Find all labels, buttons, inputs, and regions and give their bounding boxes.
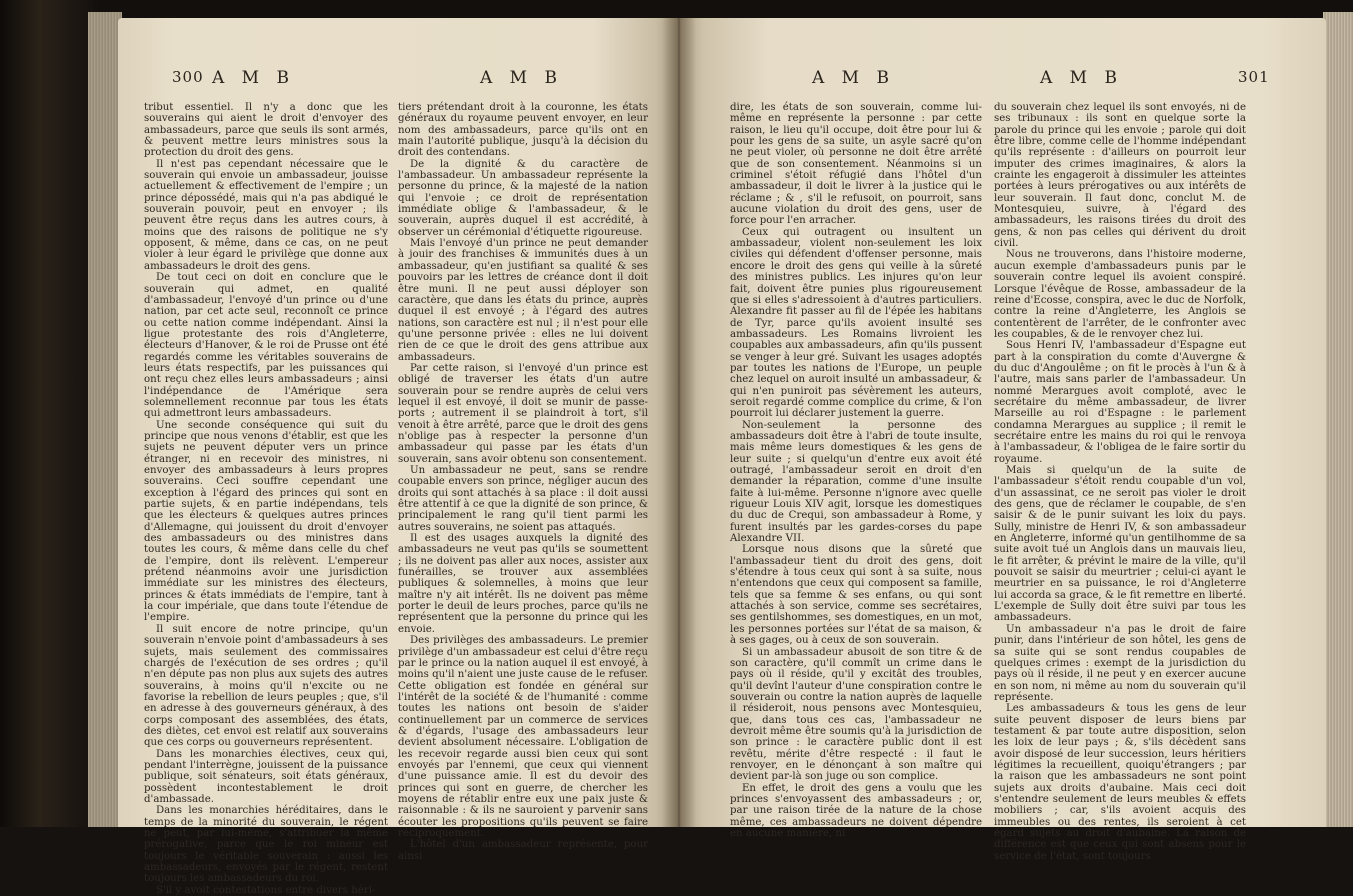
left-column-1 [144,102,388,896]
paragraph: Il suit encore de notre principe, qu'un souverain n'envoie point d'ambassadeurs à ses sujets, mais seulement des commissaires chargés de l'exécution de ses ordres ; qu'il n'en députe pas non plus aux sujets des autres souverains, à moins qu'il n'excite ou ne favorise la rebellion de leurs peuples ; que, s'il en adresse à des gouverneurs généraux, à des corps composant des assemblées, des états, des diètes, cet envoi est relatif aux souverains que ces corps ou gouverneurs représentent. [144,623,388,749]
paragraph: Par cette raison, si l'envoyé d'un prince est obligé de traverser les états d'un autre souverain pour se rendre auprès de celui vers lequel il est envoyé, il doit se munir de passe-ports ; autrement il se plaindroit à tort, s'il venoit à être arrêté, parce que le droit des gens n'oblige pas à respecter la personne d'un ambassadeur qui passe par les états d'un souverain, sans avoir obtenu son consentement. [398,362,648,465]
left-page-number: 300 [172,68,204,86]
paragraph: En effet, le droit des gens a voulu que les princes s'envoyassent des ambassadeurs ; or, par une raison tirée de la nature de la chose même, ces ambassadeurs ne doivent dépendre en aucune manière, ni [730,782,982,839]
right-column-2 [994,102,1247,862]
right-page [678,18,1326,862]
left-column-2 [398,102,648,862]
left-running-head-2: A M B [480,68,563,88]
paragraph: dire, les états de son souverain, comme lui-même en représente la personne : par cette raison, le lieu qu'il occupe, doit être pour lui & pour les gens de sa suite, un asyle sacré qu'on ne peut violer, où personne ne doit être arrêté que de son consentement. Néanmoins si un criminel s'étoit réfugié dans l'hôtel d'un ambassadeur, il doit le livrer à la justice qui le réclame ; & , s'il le refusoit, on pourroit, sans aucune violation du droit des gens, user de force pour l'en arracher. [730,102,982,227]
paragraph: Les ambassadeurs & tous les gens de leur suite peuvent disposer de leurs biens par testament & par toute autre disposition, selon les loix de leur pays ; &, s'ils décèdent sans avoir disposé de leur succession, leurs héritiers légitimes la recueillent, quoiqu'étrangers ; par la raison que les ambassadeurs ne sont point sujets aux droits d'aubaine. Mais ceci doit s'entendre seulement de leurs meubles & effets mobiliers ; car, s'ils avoient acquis des immeubles ou des rentes, ils seroient à cet égard sujets au droit d'aubaine. La raison de différence est que ceux qui sont absens pour le service de l'état, sont toujours [994,703,1246,862]
paragraph: Sous Henri IV, l'ambassadeur d'Espagne eut part à la conspiration du comte d'Auvergne & du duc d'Angoulême ; on fit le procès à l'un & à l'autre, mais sans parler de l'ambassadeur. Un nommé Merargues avoit comploté, avec le secrétaire du même ambassadeur, de livrer Marseille au roi d'Espagne : le parlement condamna Merargues au supplice ; il remit le secrétaire entre les mains du roi qui le renvoya à l'ambassadeur, & l'obligea de le faire sortir du royaume. [994,340,1246,465]
paragraph: Ceux qui outragent ou insultent un ambassadeur, violent non-seulement les loix civiles qui défendent d'offenser personne, mais encore le droit des gens qui veille à la sûreté des ministres publics. Les injures qu'on leur fait, doivent être punies plus rigoureusement que si elles s'adressoient à d'autres particuliers. Alexandre fit passer au fil de l'épée les habitans de Tyr, parce qu'ils avoient insulté ses ambassadeurs. Les Romains livroient les coupables aux ambassadeurs, afin qu'ils pussent se venger à leur gré. Suivant les usages adoptés par toutes les nations de l'Europe, un peuple chez lequel on auroit insulté un ambassadeur, & qui n'en puniroit pas sévèrement les auteurs, seroit regardé comme complice du crime, & l'on pourroit lui déclarer justement la guerre. [730,226,982,420]
paragraph: Mais si quelqu'un de la suite de l'ambassadeur s'étoit rendu coupable d'un vol, d'un assassinat, ce ne seroit pas violer le droit des gens, que de réclamer le coupable, de s'en saisir & de le punir suivant les loix du pays. Sully, ministre de Henri IV, & son ambassadeur en Angleterre, informé qu'un gentilhomme de sa suite avoit tué un Anglois dans un mauvais lieu, le fit arrêter, & prévint le maire de la ville, qu'il pouvoit se saisir du meurtrier ; celui-ci ayant le meurtrier en sa puissance, le roi d'Angleterre lui accorda sa grace, & le fit remettre en liberté. L'exemple de Sully doit être suivi par tous les ambassadeurs. [994,465,1246,624]
paragraph: Un ambassadeur n'a pas le droit de faire punir, dans l'intérieur de son hôtel, les gens de sa suite qui se sont rendus coupables de quelques crimes : exempt de la jurisdiction du pays où il réside, il ne peut y en exercer aucune en son nom, ni même au nom du souverain qu'il représente. [994,623,1246,703]
paragraph: du souverain chez lequel ils sont envoyés, ni de ses tribunaux : ils sont en quelque sorte la parole du prince qui les envoie ; parole qui doit être libre, comme celle de l'homme indépendant qu'ils représente : d'ailleurs on pourroit leur imputer des crimes imaginaires, & alors la crainte les engageroit à dissimuler les atteintes portées à leurs prérogatives ou aux intérêts de leur souverain. Il faut donc, conclut M. de Montesquieu, suivre, à l'égard des ambassadeurs, les raisons tirées du droit des gens, & non pas celles qui dérivent du droit civil. [994,102,1246,250]
paragraph: tribut essentiel. Il n'y a donc que les souverains qui aient le droit d'envoyer des ambassadeurs, parce que seuls ils sont armés, & peuvent mettre leurs ministres sous la protection du droit des gens. [144,102,388,159]
paragraph: Non-seulement la personne des ambassadeurs doit être à l'abri de toute insulte, mais même leurs domestiques & les gens de leur suite ; si quelqu'un d'entre eux avoit été outragé, l'ambassadeur seroit en droit d'en demander la réparation, comme d'une insulte faite à lui-même. Personne n'ignore avec quelle rigueur Louis XIV agit, lorsque les domestiques du duc de Crequi, son ambassadeur à Rome, y furent insultés par les gardes-corses du pape Alexandre VII. [730,419,982,545]
paragraph: De la dignité & du caractère de l'ambassadeur. Un ambassadeur représente la personne du prince, & la majesté de la nation qui l'envoie ; ce droit de représentation immédiate oblige & l'ambassadeur, & le souverain, auprès duquel il est accrédité, à observer un cérémonial d'étiquette rigoureuse. [398,158,648,238]
paragraph: Des privilèges des ambassadeurs. Le premier privilège d'un ambassadeur est celui d'être reçu par le prince ou la nation auquel il est envoyé, à moins qu'il n'aient une juste cause de le refuser. Cette obligation est fondée en général sur l'intérêt de la société & de l'humanité : comme toutes les nations ont besoin de s'aider continuellement par un commerce de services & d'égards, l'usage des ambassadeurs leur devient absolument nécessaire. L'obligation de les recevoir regarde aussi bien ceux qui sont envoyés par l'ennemi, que ceux qui viennent d'une puissance amie. Il est du devoir des princes qui sont en guerre, de chercher les moyens de rétablir entre eux une paix juste & raisonnable : & ils ne sauroient y parvenir sans écouter les propositions qu'ils peuvent se faire réciproquement. [398,635,648,839]
paragraph: Une seconde conséquence qui suit du principe que nous venons d'établir, est que les sujets ne peuvent députer vers un prince étranger, ni en recevoir des ministres, ni envoyer des ambassadeurs à leurs propres souverains. Ceci souffre cependant une exception à l'égard des princes qui sont en partie sujets, & en partie indépendans, tels que les électeurs & quelques autres princes d'Allemagne, qui jouissent du droit d'envoyer des ambassadeurs ou des ministres dans toutes les cours, & même dans celle du chef de l'empire, dont ils relèvent. L'empereur prétend néanmoins avoir une jurisdiction immédiate sur les ministres des électeurs, princes & états immédiats de l'empire, tant à la cour impériale, que dans toute l'étendue de l'empire. [144,419,388,624]
paragraph: De tout ceci on doit en conclure que le souverain qui admet, en qualité d'ambassadeur, l'envoyé d'un prince ou d'une nation, par cet acte seul, reconnoît ce prince ou cette nation comme indépendant. Ainsi la ligue protestante des rois d'Angleterre, électeurs d'Hanover, & le roi de Prusse ont été regardés comme les véritables souverains de leurs états respectifs, par les puissances qui ont reçu chez elles leurs ambassadeurs ; ainsi l'indépendance de l'Amérique sera solemnellement reconnue par tous les états qui admettront leurs ambassadeurs. [144,272,388,420]
paragraph: Lorsque nous disons que la sûreté que l'ambassadeur tient du droit des gens, doit s'étendre à tous ceux qui sont à sa suite, nous n'entendons que ceux qui composent sa famille, tels que sa femme & ses enfans, ou qui sont attachés à son service, comme ses secrétaires, ses gentilshommes, ses domestiques, en un mot, les personnes portées sur l'état de sa maison, & à ses gages, ou à ceux de son souverain. [730,544,982,647]
paragraph: Il n'est pas cependant nécessaire que le souverain qui envoie un ambassadeur, jouisse actuellement & effectivement de l'empire ; un prince dépossédé, mais qui n'a pas abdiqué le souverain pouvoir, peut en envoyer ; ils peuvent être reçus dans les autres cours, à moins que des raisons de politique ne s'y opposent, & même, dans ce cas, on ne peut violer à leur égard le privilège que donne aux ambassadeurs le droit des gens. [144,158,388,272]
left-page-edges [88,12,122,827]
paragraph: S'il y avoit contestations entre divers héri- [156,884,376,896]
left-page [118,18,678,896]
paragraph: tiers prétendant droit à la couronne, les états généraux du royaume peuvent envoyer, en leur nom des ambassadeurs, parce qu'ils ont en main l'autorité publique, jusqu'à la décision du droit des contendans. [398,102,648,159]
paragraph: L'hôtel d'un ambassadeur représente, pour ainsi [398,839,648,862]
paragraph: Si un ambassadeur abusoit de son titre & de son caractère, qu'il commît un crime dans le pays où il réside, qu'il y excitât des troubles, qu'il devînt l'auteur d'une conspiration contre le souverain ou contre la nation auprès de laquelle il résideroit, nous pensons avec Montesquieu, que, dans tous ces cas, l'ambassadeur ne devroit même être soumis qu'à la jurisdiction de son prince : le caractère public dont il est revêtu, mérite d'être respecté : il faut le renvoyer, en le dénonçant à son maître qui devient par-là son juge ou son complice. [730,646,982,783]
paragraph: Dans les monarchies électives, ceux qui, pendant l'interrègne, jouissent de la puissance publique, soit sénateurs, soit états généraux, possèdent incontestablement le droit d'ambassade. [144,748,388,805]
right-running-head-1: A M B [812,68,895,88]
paragraph: Dans les monarchies héréditaires, dans le temps de la minorité du souverain, le régent ne peut, par lui-même, s'attribuer la même prérogative, parce que le roi mineur est toujours le véritable souverain : aussi les ambassadeurs, envoyés par le régent, restent toujours les ambassadeurs du roi. [144,805,388,885]
right-running-head-2: A M B [1040,68,1123,88]
paragraph: Il est des usages auxquels la dignité des ambassadeurs ne veut pas qu'ils se soumettent ; ils ne doivent pas aller aux noces, assister aux funérailles, se trouver aux assemblées publiques & solemnelles, à moins que leur maître n'y ait intérêt. Ils ne doivent pas même porter le deuil de leurs proches, parce qu'ils ne représentent que la personne du prince qui les envoie. [398,533,648,635]
left-running-head-1: A M B [212,68,295,88]
paragraph: Un ambassadeur ne peut, sans se rendre coupable envers son prince, négliger aucun des droits qui sont attachés à sa place : il doit aussi être attentif à ce que la dignité de son prince, & principalement le rang qu'il tient parmi les autres souverains, ne soient pas attaqués. [398,465,648,533]
right-page-number: 301 [1238,68,1270,86]
right-page-edges [1323,12,1353,827]
right-column-1 [730,102,982,839]
paragraph: Mais l'envoyé d'un prince ne peut demander à jouir des franchises & immunités dues à un ambassadeur, qu'en justifiant sa qualité & ses pouvoirs par les lettres de créance dont il doit être muni. Il ne peut aussi déployer son caractère, que dans les états du prince, auprès duquel il est envoyé ; à l'égard des autres nations, son caractère est nul ; il n'est pour elle qu'une personne privée : elles ne lui doivent rien de ce que le droit des gens attribue aux ambassadeurs. [398,238,648,363]
paragraph: Nous ne trouverons, dans l'histoire moderne, aucun exemple d'ambassadeurs punis par le souverain contre lequel ils avoient conspiré. Lorsque l'évêque de Rosse, ambassadeur de la reine d'Ecosse, conspira, avec le duc de Norfolk, contre la reine d'Angleterre, les Anglois se contentèrent de l'arrêter, de le confronter avec les coupables, & de le renvoyer chez lui. [994,249,1247,340]
